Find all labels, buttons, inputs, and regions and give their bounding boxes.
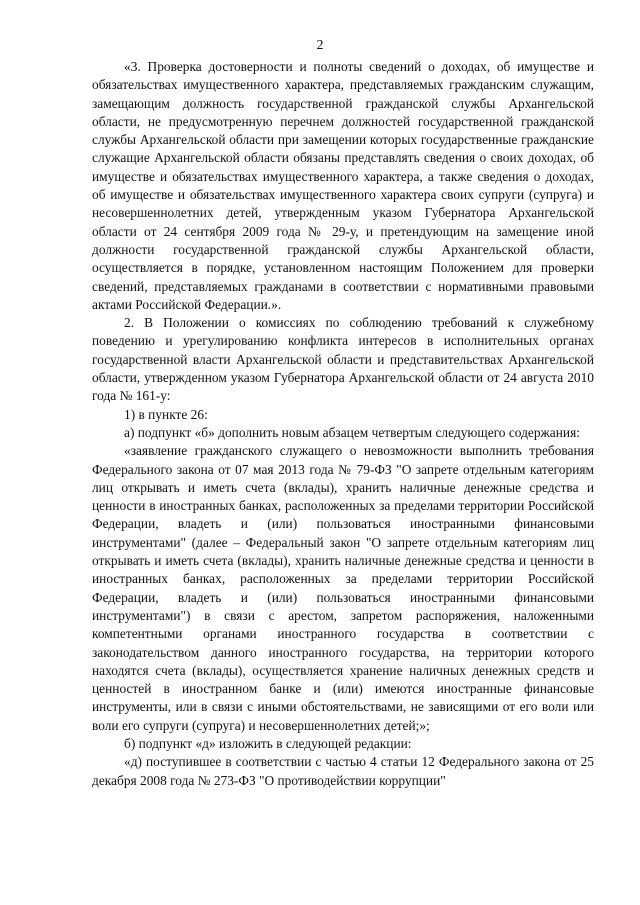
document-body: [92, 58, 594, 790]
paragraph-subpoint-d-new-text: «д) поступившее в соответствии с частью 4 статьи 12 Федерального закона от 25 декабря 2008 года № 273-ФЗ "О противодействии коррупции": [92, 754, 594, 788]
page-number: 2: [316, 38, 324, 53]
paragraph-subpoint-a: а) подпункт «б» дополнить новым абзацем четвертым следующего содержания:: [124, 424, 580, 440]
paragraph-item-3-verification: «3. Проверка достоверности и полноты сведений о доходах, об имуществе и обязательствах имущественного характера, представляемых гражданским служащим, замещающим должность государственной гражданской службы Архангельской области, не предусмотренную перечнем должностей государственной гражданской службы Архангельской области при замещении которых государственные гражданские служащие Архангельской области обязаны представлять сведения о своих доходах, об имуществе и обязательствах имущественного характера, а также сведения о доходах, об имуществе и обязательствах имущественного характера своих супруги (супруга) и несовершеннолетних детей, утвержденным указом Губернатора Архангельской области от 24 сентября 2009 года № 29-у, и претендующим на замещение иной должности государственной гражданской службы Архангельской области, осуществляется в порядке, установленном настоящим Положением для проверки сведений, представляемых гражданами в соответствии с нормативными правовыми актами Российской Федерации.».: [92, 59, 594, 312]
paragraph-point-2-commission-regulation: 2. В Положении о комиссиях по соблюдению требований к служебному поведению и урегулированию конфликта интересов в исполнительных органах государственной власти Архангельской области и представительствах Архангельской области, утвержденном указом Губернатора Архангельской области от 24 августа 2010 года № 161-у:: [92, 315, 594, 404]
paragraph-subpoint-1-clause-26: 1) в пункте 26:: [124, 406, 208, 422]
paragraph-subpoint-b: б) подпункт «д» изложить в следующей редакции:: [124, 735, 412, 751]
paragraph-new-clause-statement: «заявление гражданского служащего о невозможности выполнить требования Федерального закона от 07 мая 2013 года № 79-ФЗ "О запрете отдельным категориям лиц открывать и иметь счета (вклады), хранить наличные денежные средства и ценности в иностранных банках, расположенных за пределами территории Российской Федерации, владеть и (или) пользоваться иностранными финансовыми инструментами" (далее – Федеральный закон "О запрете отдельным категориям лиц открывать и иметь счета (вклады), хранить наличные денежные средства и ценности в иностранных банках, расположенных за пределами территории Российской Федерации, владеть и (или) пользоваться иностранными финансовыми инструментами") в связи с арестом, запретом распоряжения, наложенными компетентными органами иностранного государства в соответствии с законодательством данного иностранного государства, на территории которого находятся счета (вклады), осуществляется хранение наличных денежных средств и ценностей в иностранном банке и (или) имеются иностранные финансовые инструменты, или в связи с иными обстоятельствами, не зависящими от его воли или воли его супруги (супруга) и несовершеннолетних детей;»;: [92, 443, 594, 733]
